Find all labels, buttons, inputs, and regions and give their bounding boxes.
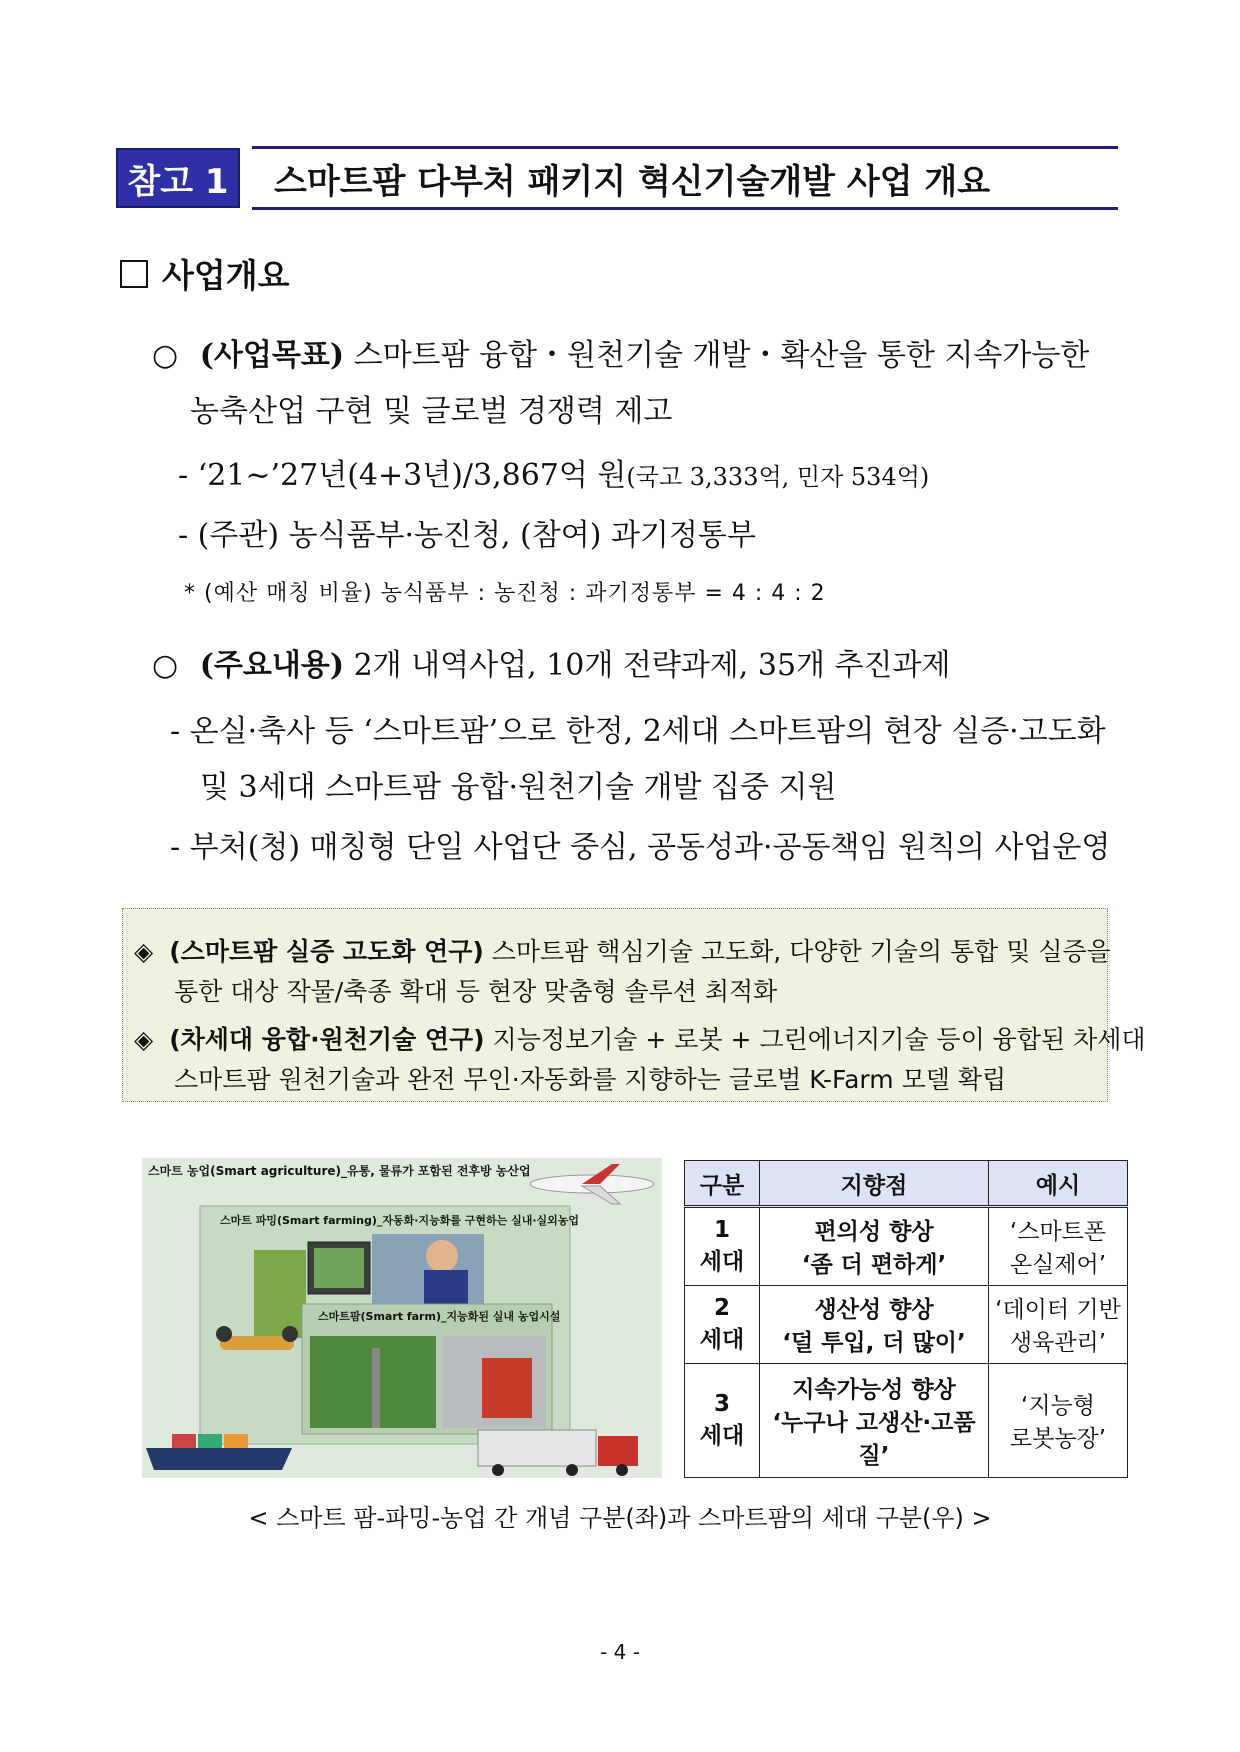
generation-cell: 1 세대 [685, 1207, 760, 1286]
goal-sub-1 [178, 450, 929, 494]
goal-text-1: 스마트팜 융합・원천기술 개발・확산을 통한 지속가능한 [344, 338, 1090, 373]
generation-cell: 3 세대 [685, 1363, 760, 1477]
section-title: 사업개요 [162, 256, 290, 295]
goal-sub-2: - (주관) 농식품부·농진청, (참여) 과기정통부 [178, 518, 756, 553]
table-row [685, 1363, 1128, 1477]
budget-detail: (국고 3,333억, 민자 534억) [626, 463, 930, 491]
content-sub-1b: 및 3세대 스마트팜 융합·원천기술 개발 집중 지원 [200, 770, 837, 805]
inner-layer-label: 스마트팜(Smart farm)_지능화된 실내 농업시설 [318, 1310, 561, 1323]
mid-layer-label: 스마트 파밍(Smart farming)_자동화·지능화를 구현하는 실내·실외농업 [220, 1214, 580, 1227]
goal-label: (사업목표) [199, 338, 345, 373]
table-row [685, 1207, 1128, 1286]
goal-line-1 [152, 330, 1089, 374]
page-number: - 4 - [600, 1640, 640, 1664]
smart-farm-concept-figure [142, 1158, 662, 1478]
goal-line-2: 농축산업 구현 및 글로벌 경쟁력 제고 [190, 394, 673, 429]
box-item-1-text: 스마트팜 핵심기술 고도화, 다양한 기술의 통합 및 실증을 [483, 937, 1111, 966]
content-line-1 [152, 640, 950, 684]
table-header: 예시 [989, 1161, 1128, 1207]
example-cell: ‘지능형 로봇농장’ [989, 1363, 1128, 1477]
table-header-row [685, 1161, 1128, 1207]
content-sub-2: - 부처(청) 매칭형 단일 사업단 중심, 공동성과·공동책임 원칙의 사업운영 [170, 830, 1111, 865]
section-heading [120, 250, 290, 297]
box-item-1-line-1 [134, 932, 1111, 968]
table-header: 지향점 [760, 1161, 989, 1207]
table-header: 구분 [685, 1161, 760, 1207]
diamond-marker-icon: ◈ [134, 937, 154, 966]
generation-table [684, 1160, 1128, 1478]
figure-caption: < 스마트 팜-파밍-농업 간 개념 구분(좌)과 스마트팜의 세대 구분(우) > [248, 1504, 992, 1532]
box-item-2-text: 지능정보기술 + 로봇 + 그린에너지기술 등이 융합된 차세대 [484, 1025, 1146, 1054]
content-text: 2개 내역사업, 10개 전략과제, 35개 추진과제 [344, 648, 951, 683]
table-row [685, 1285, 1128, 1363]
content-sub-1a: - 온실·축사 등 ‘스마트팜’으로 한정, 2세대 스마트팜의 현장 실증·고도화 [170, 714, 1106, 749]
content-label: (주요내용) [199, 648, 345, 683]
budget-main: - ‘21~’27년(4+3년)/3,867억 원 [178, 458, 627, 493]
box-item-2-label: (차세대 융합·원천기술 연구) [169, 1025, 485, 1054]
aim-cell: 생산성 향상 ‘덜 투입, 더 많이’ [760, 1285, 989, 1363]
aim-cell: 편의성 향상 ‘좀 더 편하게’ [760, 1207, 989, 1286]
circle-bullet-icon: ○ [152, 338, 179, 373]
box-item-2-line-2: 스마트팜 원천기술과 완전 무인·자동화를 지향하는 글로벌 K-Farm 모델 확립 [174, 1065, 1007, 1094]
page-title: 스마트팜 다부처 패키지 혁신기술개발 사업 개요 [274, 161, 991, 202]
example-cell: ‘스마트폰 온실제어’ [989, 1207, 1128, 1286]
budget-ratio-note: * (예산 매칭 비율) 농식품부 : 농진청 : 과기정통부 = 4 : 4 : 2 [184, 581, 826, 606]
example-cell: ‘데이터 기반 생육관리’ [989, 1285, 1128, 1363]
generation-cell: 2 세대 [685, 1285, 760, 1363]
header-title-box [252, 146, 1118, 210]
aim-cell: 지속가능성 향상 ‘누구나 고생산·고품질’ [760, 1363, 989, 1477]
box-item-1-line-2: 통한 대상 작물/축종 확대 등 현장 맞춤형 솔루션 최적화 [174, 977, 778, 1006]
box-item-2-line-1 [134, 1020, 1146, 1056]
reference-badge: 참고 1 [116, 148, 240, 208]
circle-bullet-icon: ○ [152, 648, 179, 683]
box-item-1-label: (스마트팜 실증 고도화 연구) [169, 937, 484, 966]
diamond-marker-icon: ◈ [134, 1025, 154, 1054]
checkbox-icon [120, 260, 148, 288]
outer-layer-label: 스마트 농업(Smart agriculture)_유통, 물류가 포함된 전후방 농산업 [148, 1164, 531, 1178]
